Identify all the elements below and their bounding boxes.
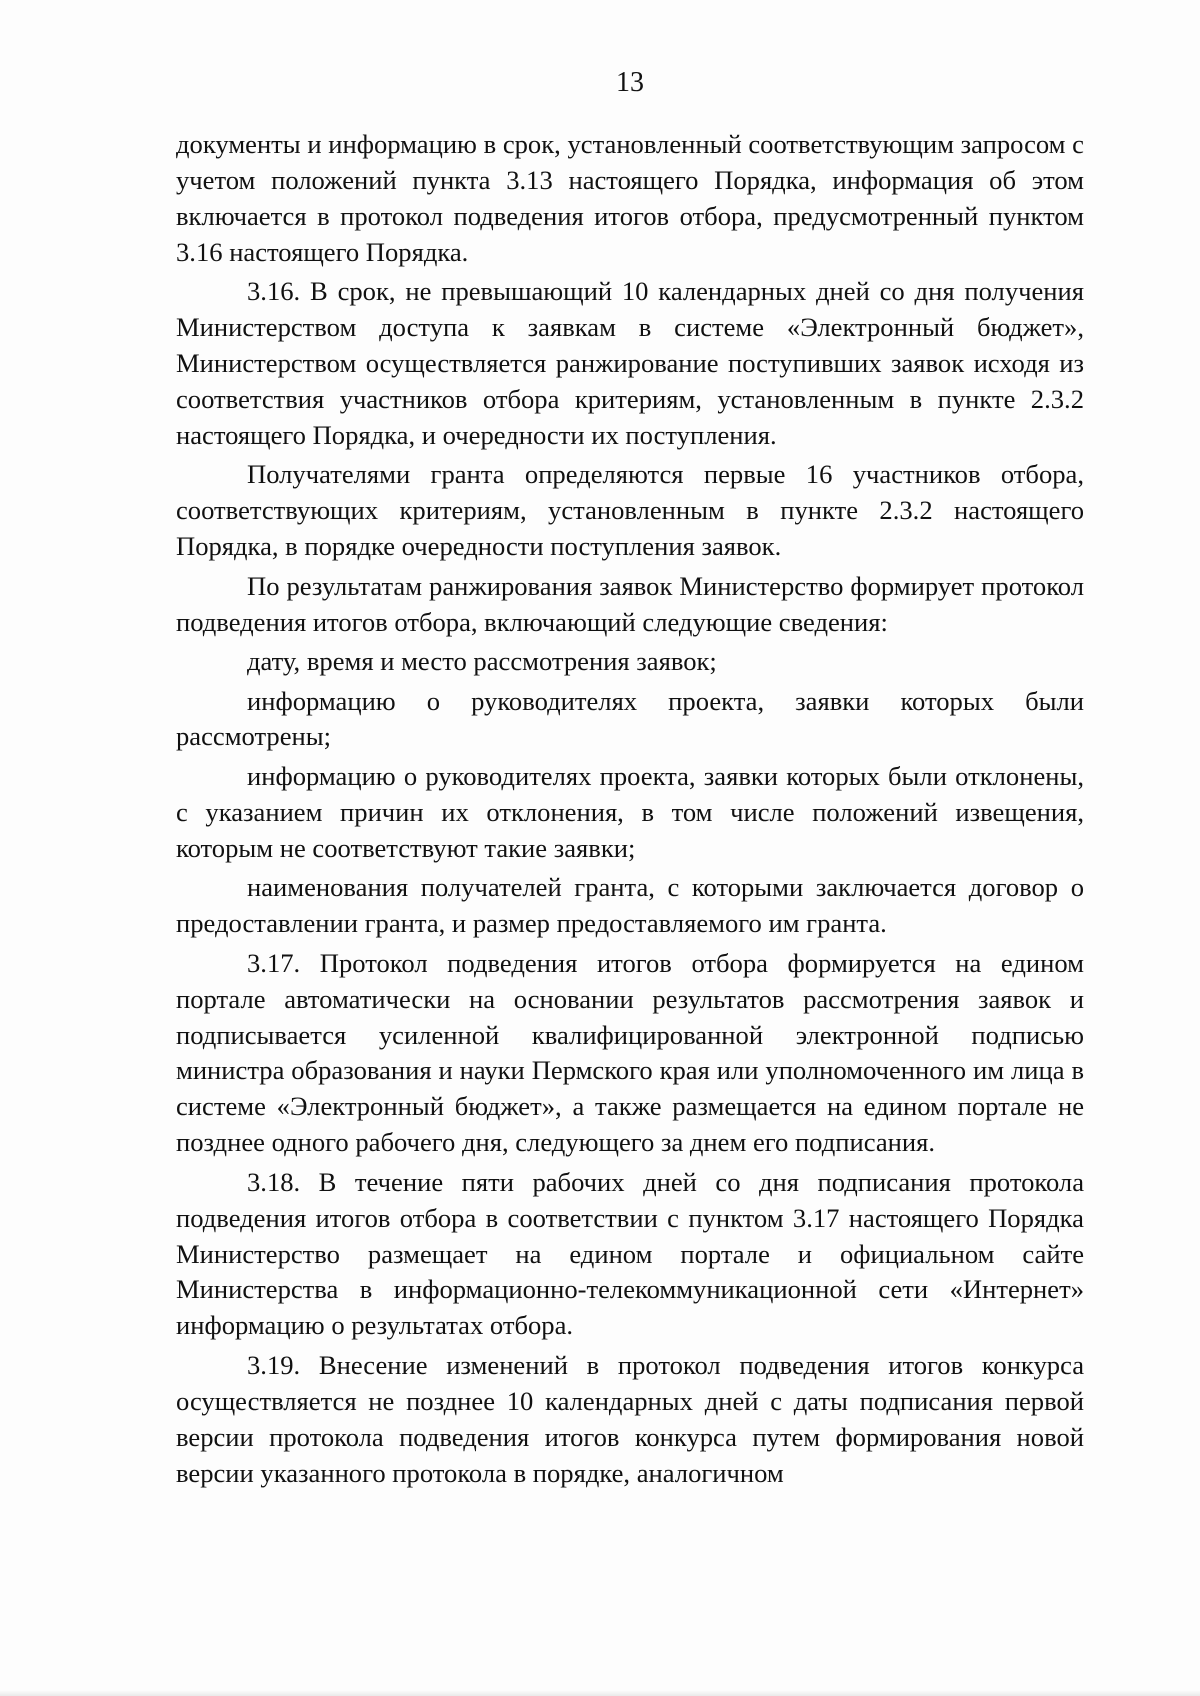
- document-body: [176, 127, 1084, 1495]
- list-item-reviewed-applications: информацию о руководителях проекта, заявки которых были рассмотрены;: [176, 685, 1084, 752]
- list-item-rejected-applications: информацию о руководителях проекта, заявки которых были отклонены, с указанием причин их отклонения, в том числе положений извещения, которым не соответствуют такие заявки;: [176, 760, 1084, 863]
- list-item-date-time-place: дату, время и место рассмотрения заявок;: [247, 646, 717, 677]
- list-item-grant-recipients: наименования получателей гранта, с которыми заключается договор о предоставлении гранта, и размер предоставляемого им гранта.: [176, 872, 1084, 939]
- paragraph-3-17: 3.17. Протокол подведения итогов отбора формируется на едином портале автоматически на основании результатов рассмотрения заявок и подписывается усиленной квалифицированной электронной подписью министра образования и науки Пермского края или уполномоченного им лица в системе «Электронный бюджет», а также размещается на едином портале не позднее одного рабочего дня, следующего за днем его подписания.: [176, 947, 1084, 1158]
- page-number: 13: [616, 67, 644, 98]
- paragraph-ranking-protocol: По результатам ранжирования заявок Министерство формирует протокол подведения итогов отбора, включающий следующие сведения:: [176, 570, 1084, 637]
- paragraph-continuation: документы и информацию в срок, установленный соответствующим запросом с учетом положений пункта 3.13 настоящего Порядка, информация об этом включается в протокол подведения итогов отбора, предусмотренный пунктом 3.16 настоящего Порядка.: [176, 129, 1084, 267]
- paragraph-3-18: 3.18. В течение пяти рабочих дней со дня подписания протокола подведения итогов отбора в соответствии с пунктом 3.17 настоящего Порядка Министерство размещает на едином портале и официальном сайте Министерства в информационно-телекоммуникационной сети «Интернет» информацию о результатах отбора.: [176, 1166, 1084, 1341]
- paragraph-grant-recipients: Получателями гранта определяются первые 16 участников отбора, соответствующих критериям, установленным в пункте 2.3.2 настоящего Порядка, в порядке очередности поступления заявок.: [176, 459, 1084, 562]
- scan-edge-shadow: [0, 1690, 1200, 1696]
- paragraph-3-16: 3.16. В срок, не превышающий 10 календарных дней со дня получения Министерством доступа к заявкам в системе «Электронный бюджет», Министерством осуществляется ранжирование поступивших заявок исходя из соответствия участников отбора критериям, установленным в пункте 2.3.2 настоящего Порядка, и очередности их поступления.: [176, 276, 1084, 450]
- paragraph-3-19: 3.19. Внесение изменений в протокол подведения итогов конкурса осуществляется не позднее 10 календарных дней с даты подписания первой версии протокола подведения итогов конкурса путем формирования новой версии указанного протокола в порядке, аналогичном: [176, 1349, 1084, 1488]
